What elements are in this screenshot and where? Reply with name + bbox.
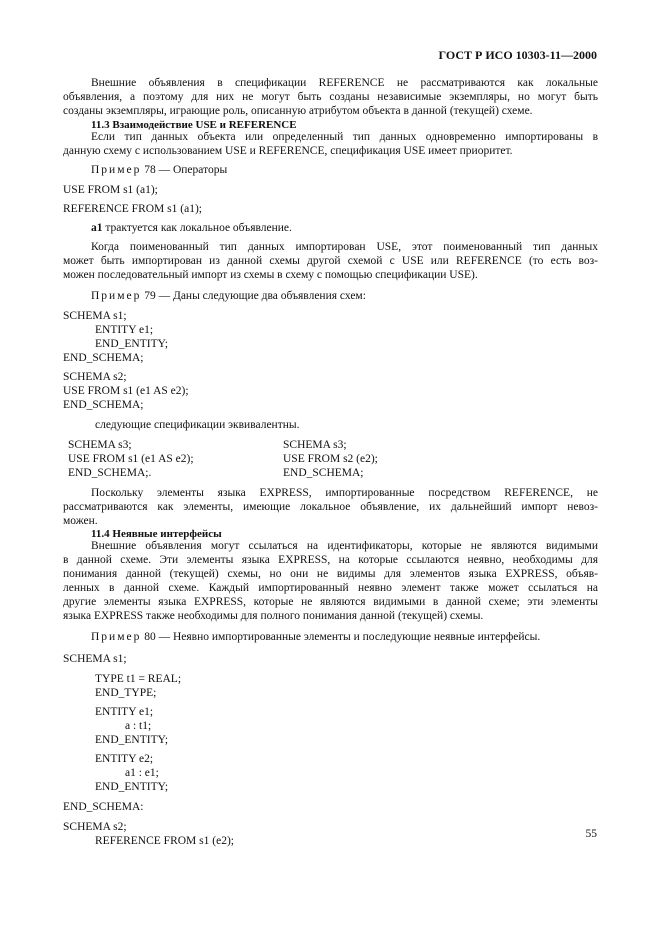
section-heading-11-4: 11.4 Неявные интерфейсы — [91, 528, 222, 540]
code-line: END_SCHEMA; — [63, 399, 144, 411]
text-line: Внешние объявления в спецификации REFERENCE не рассматриваются как локальные — [91, 77, 598, 89]
text-line: можен. — [63, 515, 98, 527]
code-line: ENTITY e2; — [95, 753, 154, 765]
code-line: END_ENTITY; — [95, 734, 169, 746]
code-line: REFERENCE FROM s1 (e2); — [95, 835, 234, 847]
code-line: END_ENTITY; — [95, 338, 169, 350]
code-line: ENTITY e1; — [95, 706, 154, 718]
code-line: SCHEMA s3; — [68, 439, 132, 451]
text-line: можен последовательный импорт из схемы в схему с помощью спецификации USE). — [63, 269, 478, 281]
note-text: трактуется как локальное объявление. — [105, 222, 292, 234]
example-text: 78 — Операторы — [144, 164, 228, 176]
example-text: 80 — Неявно импортированные элементы и последующие неявные интерфейсы. — [144, 631, 541, 643]
text-line: Поскольку элементы языка EXPRESS, импортированные посредством REFERENCE, не — [91, 487, 598, 499]
code-line: USE FROM s1 (e1 AS e2); — [63, 385, 189, 397]
text-line: другие элементы языка EXPRESS, которые не являются видимыми в данной схеме; эти элементы — [63, 596, 598, 608]
code-line: END_SCHEMA; — [283, 467, 364, 479]
text-line: Если тип данных объекта или определенный тип данных одновременно импортированы в — [91, 131, 598, 143]
equivalence-note: следующие спецификации эквивалентны. — [95, 419, 300, 431]
code-line: ENTITY e1; — [95, 324, 154, 336]
code-line: END_SCHEMA: — [63, 801, 144, 813]
page-number: 55 — [585, 828, 597, 840]
code-line: END_SCHEMA; — [63, 352, 144, 364]
code-line: USE FROM s1 (a1); — [63, 184, 158, 196]
code-line: USE FROM s2 (e2); — [283, 453, 378, 465]
example-79-caption — [91, 290, 626, 303]
section-heading-11-3: 11.3 Взаимодействие USE и REFERENCE — [91, 119, 297, 131]
text-line: объявления, а поэтому для них не могут быть созданы независимые экземпляры, но могут быть — [63, 91, 598, 103]
example-78-caption — [91, 164, 626, 177]
code-line: a1 : e1; — [125, 767, 159, 779]
code-line: SCHEMA s2; — [63, 821, 127, 833]
code-line: SCHEMA s1; — [63, 310, 127, 322]
text-line: может быть импортирован из данной схемы другой схемой с USE или REFERENCE (то есть воз- — [63, 255, 598, 267]
text-line: Когда поименованный тип данных импортирован USE, этот поименованный тип данных — [91, 241, 598, 253]
code-line: USE FROM s1 (e1 AS e2); — [68, 453, 194, 465]
code-line: SCHEMA s1; — [63, 653, 127, 665]
code-line: SCHEMA s3; — [283, 439, 347, 451]
text-line: в данной схеме. Эти элементы языка EXPRESS, на которые ссылаются неявно, необходимы для — [63, 554, 598, 566]
code-line: END_ENTITY; — [95, 781, 169, 793]
text-line: созданы экземпляры, играющие роль, описанную атрибутом объекта в данной (текущей) схеме. — [63, 105, 533, 117]
page-header: ГОСТ Р ИСО 10303-11—2000 — [438, 48, 597, 62]
example-78-note — [91, 222, 626, 235]
code-line: REFERENCE FROM s1 (a1); — [63, 203, 202, 215]
code-line: END_TYPE; — [95, 687, 157, 699]
example-label: Пример — [91, 290, 142, 302]
code-line: TYPE t1 = REAL; — [95, 673, 182, 685]
example-80-caption — [91, 631, 626, 644]
code-line: END_SCHEMA;. — [68, 467, 152, 479]
text-line: понимания данной (текущей) схемы, но они не видимы для элементов языка EXPRESS, объяв- — [63, 568, 598, 580]
text-line: ленных в данной схеме. Каждый импортированный неявно элемент также может ссылаться на — [63, 582, 598, 594]
text-line: языка EXPRESS также необходимы для полного понимания данной (текущей) схемы. — [63, 610, 484, 622]
code-line: SCHEMA s2; — [63, 371, 127, 383]
note-term: a1 — [91, 222, 103, 234]
example-label: Пример — [91, 164, 142, 176]
text-line: рассматриваются как элементы, имеющие локальное объявление, их дальнейший импорт невоз- — [63, 501, 598, 513]
text-line: Внешние объявления могут ссылаться на идентификаторы, которые не являются видимыми — [91, 540, 598, 552]
code-line: a : t1; — [125, 720, 152, 732]
example-text: 79 — Даны следующие два объявления схем: — [144, 290, 366, 302]
text-line: данную схему с использованием USE и REFERENCE, спецификация USE имеет приоритет. — [63, 145, 513, 157]
example-label: Пример — [91, 631, 142, 643]
